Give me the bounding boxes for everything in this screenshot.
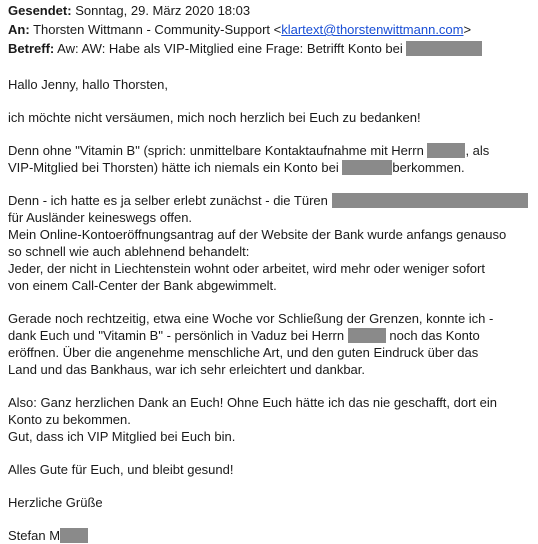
subject-value: Aw: AW: Habe als VIP-Mitglied eine Frage: Betrifft Konto bei bbox=[57, 41, 403, 56]
to-name: Thorsten Wittmann - Community-Support < bbox=[33, 22, 282, 37]
redacted-bank-name bbox=[342, 160, 392, 175]
paragraph-vitamin-b bbox=[8, 142, 530, 176]
text-fragment: Denn ohne "Vitamin B" (sprich: unmittelbare Kontaktaufnahme mit Herrn bbox=[8, 143, 424, 158]
to-email-close: > bbox=[463, 22, 472, 37]
text-fragment: , als bbox=[465, 143, 490, 158]
redacted-surname bbox=[60, 528, 88, 543]
paragraph-line: Jeder, der nicht in Liechtenstein wohnt oder arbeitet, wird mehr oder weniger sofort bbox=[8, 261, 485, 276]
text-fragment: Denn - ich hatte es ja selber erlebt zunächst - die Türen bbox=[8, 193, 328, 208]
subject-header-row bbox=[8, 39, 530, 58]
paragraph-doors bbox=[8, 192, 530, 294]
paragraph-line: Land und das Bankhaus, war ich sehr erleichtert und dankbar. bbox=[8, 362, 366, 377]
paragraph-line: Mein Online-Kontoeröffnungsantrag auf der Website der Bank wurde anfangs genauso bbox=[8, 227, 507, 242]
redacted-name bbox=[427, 143, 465, 158]
signature bbox=[8, 527, 530, 544]
paragraph-line: für Ausländer keineswegs offen. bbox=[8, 210, 193, 225]
paragraph-vaduz bbox=[8, 310, 530, 378]
paragraph-line: von einem Call-Center der Bank abgewimmelt. bbox=[8, 278, 277, 293]
text-fragment: noch das Konto bbox=[389, 328, 480, 343]
paragraph-line: Konto zu bekommen. bbox=[8, 412, 131, 427]
redacted-text bbox=[332, 193, 528, 208]
paragraph-gratitude bbox=[8, 394, 530, 445]
text-fragment: VIP-Mitglied bei Thorsten) hätte ich niemals ein Konto bei bbox=[8, 160, 339, 175]
paragraph-line: Also: Ganz herzlichen Dank an Euch! Ohne Euch hätte ich das nie geschafft, dort ein bbox=[8, 395, 497, 410]
to-header-row bbox=[8, 20, 530, 39]
paragraph-line bbox=[8, 327, 530, 344]
paragraph-wishes: Alles Gute für Euch, und bleibt gesund! bbox=[8, 462, 234, 477]
paragraph-line: eröffnen. Über die angenehme menschliche Art, und den guten Eindruck über das bbox=[8, 345, 479, 360]
closing: Herzliche Grüße bbox=[8, 495, 103, 510]
paragraph-thanks: ich möchte nicht versäumen, mich noch herzlich bei Euch zu bedanken! bbox=[8, 110, 421, 125]
paragraph-line: Gerade noch rechtzeitig, etwa eine Woche vor Schließung der Grenzen, konnte ich - bbox=[8, 311, 494, 326]
sent-value: Sonntag, 29. März 2020 18:03 bbox=[75, 3, 251, 18]
paragraph-line bbox=[8, 192, 530, 209]
paragraph-line: so schnell wie auch ablehnend behandelt: bbox=[8, 244, 250, 259]
to-email-link[interactable]: klartext@thorstenwittmann.com bbox=[281, 22, 464, 37]
text-fragment: dank Euch und "Vitamin B" - persönlich in Vaduz bei Herrn bbox=[8, 328, 345, 343]
email-body bbox=[8, 76, 530, 544]
redacted-name bbox=[348, 328, 386, 343]
to-label: An: bbox=[8, 22, 30, 37]
paragraph-line: Gut, dass ich VIP Mitglied bei Euch bin. bbox=[8, 429, 236, 444]
text-fragment: berkommen. bbox=[392, 160, 465, 175]
signature-name: Stefan M bbox=[8, 528, 61, 543]
redacted-bank-name bbox=[406, 41, 482, 56]
subject-label: Betreff: bbox=[8, 41, 55, 56]
paragraph-line bbox=[8, 159, 530, 176]
paragraph-line bbox=[8, 142, 530, 159]
sent-header-row bbox=[8, 1, 530, 20]
greeting: Hallo Jenny, hallo Thorsten, bbox=[8, 77, 168, 92]
sent-label: Gesendet: bbox=[8, 3, 72, 18]
